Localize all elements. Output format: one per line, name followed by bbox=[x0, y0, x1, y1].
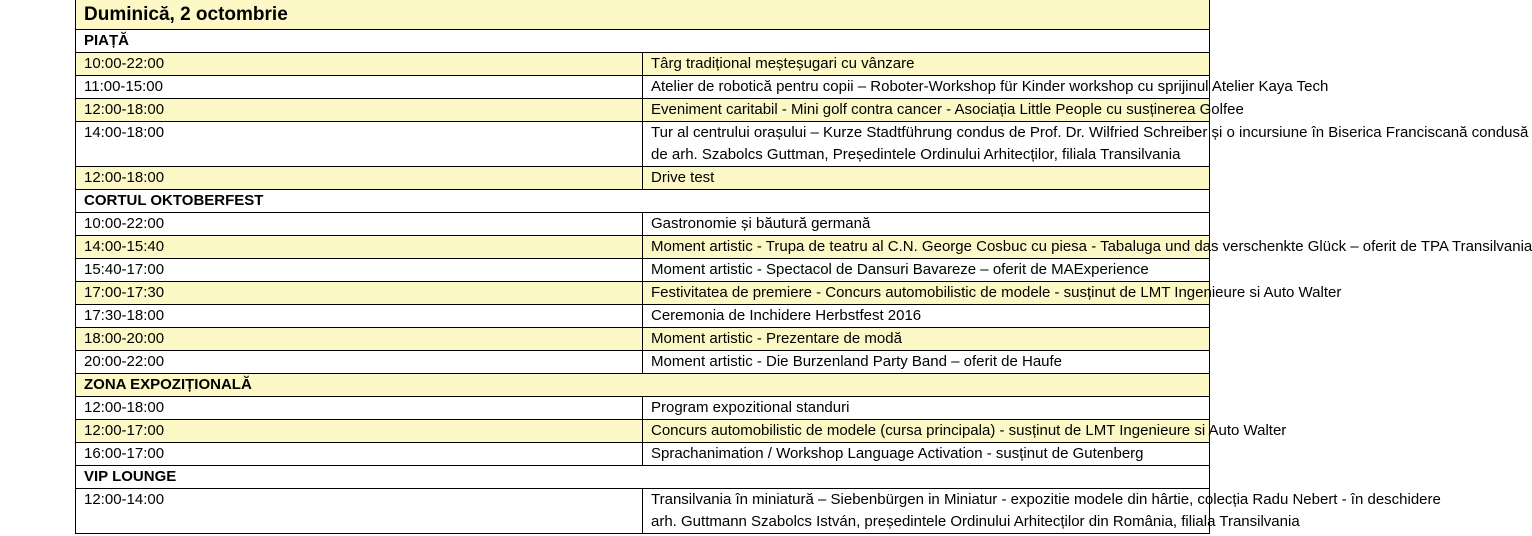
day-title: Duminică, 2 octombrie bbox=[76, 0, 1210, 30]
time-cell: 12:00-18:00 bbox=[76, 397, 643, 420]
table-row bbox=[76, 420, 1210, 443]
event-cell: Sprachanimation / Workshop Language Activation - susținut de Gutenberg bbox=[643, 443, 1210, 466]
time-cell: 17:30-18:00 bbox=[76, 305, 643, 328]
event-cell bbox=[643, 122, 1529, 167]
event-cell: Moment artistic - Die Burzenland Party Band – oferit de Haufe bbox=[643, 351, 1210, 374]
event-text-line: Tur al centrului orașului – Kurze Stadtführung condus de Prof. Dr. Wilfried Schreiber și o incursiune în Biserica Franciscană condusă bbox=[651, 124, 1529, 141]
table-row bbox=[76, 397, 1210, 420]
event-cell: Atelier de robotică pentru copii – Roboter-Workshop für Kinder workshop cu sprijinul Atelier Kaya Tech bbox=[643, 76, 1210, 99]
table-row bbox=[76, 259, 1210, 282]
time-cell: 14:00-15:40 bbox=[76, 236, 643, 259]
table-row bbox=[76, 443, 1210, 466]
event-text-line: arh. Guttmann Szabolcs István, președintele Ordinului Arhitecților din România, filiala Transilvania bbox=[651, 513, 1300, 530]
section-title: CORTUL OKTOBERFEST bbox=[76, 190, 1210, 213]
event-cell: Moment artistic - Prezentare de modă bbox=[643, 328, 1210, 351]
time-cell: 12:00-14:00 bbox=[76, 489, 643, 534]
table-row bbox=[76, 351, 1210, 374]
time-cell: 14:00-18:00 bbox=[76, 122, 643, 167]
event-text-line: de arh. Szabolcs Guttman, Președintele Ordinului Arhitecților, filiala Transilvania bbox=[651, 146, 1181, 163]
table-row bbox=[76, 236, 1210, 259]
table-row bbox=[76, 167, 1210, 190]
event-text-line: Transilvania în miniatură – Siebenbürgen in Miniatur - expozitie modele din hârtie, colecția Radu Nebert - în deschidere bbox=[651, 491, 1441, 508]
table-row bbox=[76, 53, 1210, 76]
time-cell: 11:00-15:00 bbox=[76, 76, 643, 99]
section-row bbox=[76, 30, 1210, 53]
event-cell: Gastronomie și băutură germană bbox=[643, 213, 1210, 236]
section-title: VIP LOUNGE bbox=[76, 466, 1210, 489]
table-row bbox=[76, 122, 1210, 167]
section-row bbox=[76, 374, 1210, 397]
event-cell: Moment artistic - Trupa de teatru al C.N. George Cosbuc cu piesa - Tabaluga und das verschenkte Glück – oferit de TPA Transilvania bbox=[643, 236, 1210, 259]
event-cell: Concurs automobilistic de modele (cursa principala) - susținut de LMT Ingenieure si Auto Walter bbox=[643, 420, 1210, 443]
schedule-table bbox=[75, 0, 1532, 534]
time-cell: 20:00-22:00 bbox=[76, 351, 643, 374]
table-row bbox=[76, 282, 1210, 305]
section-title: PIAȚĂ bbox=[76, 30, 1210, 53]
event-cell: Program expozitional standuri bbox=[643, 397, 1210, 420]
event-cell: Festivitatea de premiere - Concurs automobilistic de modele - susținut de LMT Ingenieure si Auto Walter bbox=[643, 282, 1210, 305]
event-cell: Târg tradițional meșteșugari cu vânzare bbox=[643, 53, 1210, 76]
time-cell: 12:00-18:00 bbox=[76, 167, 643, 190]
time-cell: 10:00-22:00 bbox=[76, 213, 643, 236]
table-row bbox=[76, 328, 1210, 351]
event-cell: Moment artistic - Spectacol de Dansuri Bavareze – oferit de MAExperience bbox=[643, 259, 1210, 282]
time-cell: 16:00-17:00 bbox=[76, 443, 643, 466]
table-row bbox=[76, 213, 1210, 236]
time-cell: 10:00-22:00 bbox=[76, 53, 643, 76]
time-cell: 12:00-17:00 bbox=[76, 420, 643, 443]
table-row bbox=[76, 76, 1210, 99]
section-row bbox=[76, 190, 1210, 213]
time-cell: 18:00-20:00 bbox=[76, 328, 643, 351]
table-row bbox=[76, 99, 1210, 122]
event-cell: Drive test bbox=[643, 167, 1210, 190]
section-title: ZONA EXPOZIȚIONALĂ bbox=[76, 374, 1210, 397]
time-cell: 17:00-17:30 bbox=[76, 282, 643, 305]
table-row bbox=[76, 305, 1210, 328]
event-cell bbox=[643, 489, 1441, 534]
event-cell: Eveniment caritabil - Mini golf contra cancer - Asociația Little People cu susținerea Golfee bbox=[643, 99, 1210, 122]
event-cell: Ceremonia de Inchidere Herbstfest 2016 bbox=[643, 305, 1210, 328]
table-row bbox=[76, 489, 1210, 534]
time-cell: 15:40-17:00 bbox=[76, 259, 643, 282]
time-cell: 12:00-18:00 bbox=[76, 99, 643, 122]
section-row bbox=[76, 466, 1210, 489]
day-header-row bbox=[76, 0, 1210, 30]
